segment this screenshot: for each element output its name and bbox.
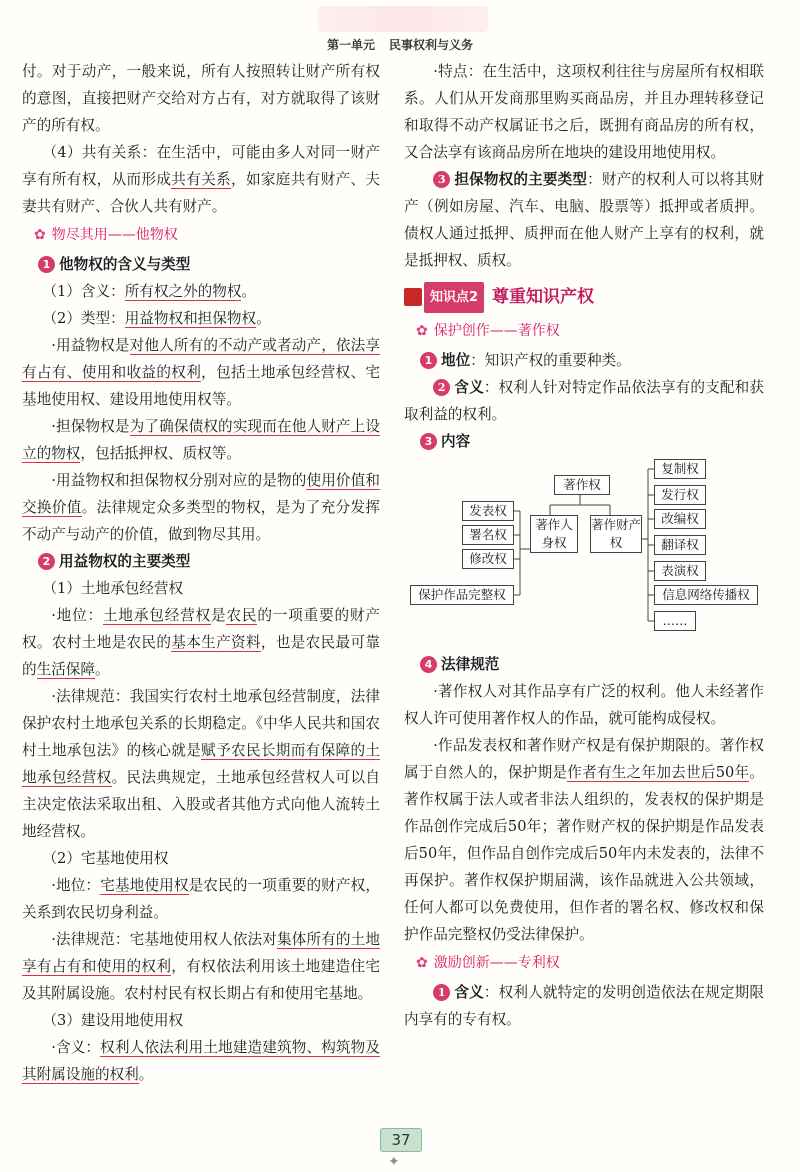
diagram-node-personal: 著作人身权 [530, 515, 578, 553]
paragraph: 2 含义：权利人针对特定作品依法享有的支配和获取利益的权利。 [404, 379, 764, 423]
diagram-node-property-item: 复制权 [654, 459, 706, 479]
page-header [0, 36, 800, 53]
flower-icon: ✿ [416, 323, 428, 339]
number-badge: 4 [420, 656, 437, 673]
paragraph: ·含义：权利人依法利用土地建造建筑物、构筑物及其附属设施的权利。 [22, 1039, 380, 1083]
paragraph: 1 含义：权利人就特定的发明创造依法在规定期限内享有的专有权。 [404, 984, 764, 1028]
paragraph: ·地位：土地承包经营权是农民的一项重要的财产权。农村土地是农民的基本生产资料，也是农民最可靠的生活保障。 [22, 607, 380, 678]
knowledge-point-tag: 知识点2 [424, 282, 484, 313]
right-column [404, 58, 764, 1033]
paragraph: 3 担保物权的主要类型：财产的权利人可以将其财产（例如房屋、汽车、电脑、股票等）抵押或者质押。债权人通过抵押、质押而在他人财产上享有的权利，就是抵押权、质权。 [404, 171, 764, 269]
diagram-node-property-item: …… [654, 611, 696, 631]
number-badge: 2 [433, 379, 450, 396]
paragraph: （4）共有关系：在生活中，可能由多人对同一财产享有所有权，从而形成共有关系，如家庭共有财产、夫妻共有财产、合伙人共有财产。 [22, 144, 380, 215]
diagram-node-personal-item: 保护作品完整权 [410, 585, 514, 605]
paragraph: ·著作权人对其作品享有广泛的权利。他人未经著作权人许可使用著作权人的作品，就可能构成侵权。 [404, 683, 764, 727]
number-badge: 3 [433, 171, 450, 188]
section-heading: ✿ 激励创新——专利权 [416, 955, 560, 971]
paragraph: ·担保物权是为了确保债权的实现而在他人财产上设立的物权，包括抵押权、质权等。 [22, 418, 380, 462]
diagram-node-property-item: 表演权 [654, 561, 706, 581]
section-heading: ✿ 物尽其用——他物权 [34, 227, 178, 243]
paragraph: ·特点：在生活中，这项权利往往与房屋所有权相联系。人们从开发商那里购买商品房，并且办理转移登记和取得不动产权属证书之后，既拥有商品房的所有权，又合法享有该商品房所在地块的建设用地使用权。 [404, 63, 764, 161]
knowledge-point-heading [404, 284, 764, 310]
number-badge: 1 [420, 352, 437, 369]
paragraph: ·法律规范：宅基地使用权人依法对集体所有的土地享有占有和使用的权利，有权依法利用该土地建造住宅及其附属设施。农村村民有权长期占有和使用宅基地。 [22, 931, 380, 1002]
copyright-diagram [404, 459, 764, 645]
numbered-heading: 2 用益物权的主要类型 [38, 548, 380, 575]
paragraph: （1）土地承包经营权 [42, 580, 184, 597]
numbered-heading: 3 内容 [420, 428, 764, 455]
number-badge: 1 [433, 984, 450, 1001]
paragraph: ·作品发表权和著作财产权是有保护期限的。著作权属于自然人的，保护期是作者有生之年加去世后50年。著作权属于法人或者非法人组织的，发表权的保护期是作品创作完成后50年；著作财产权的保护期是作品发表后50年，但作品自创作完成后50年内未发表的，法律不再保护。著作权保护期届满，该作品就进入公共领域，任何人都可以免费使用，但作者的署名权、修改权和保护作品完整权仍受法律保护。 [404, 737, 764, 943]
paragraph: ·地位：宅基地使用权是农民的一项重要的财产权，关系到农民切身利益。 [22, 877, 380, 921]
diagram-node-root: 著作权 [554, 475, 610, 495]
diagram-node-property-item: 翻译权 [654, 535, 706, 555]
paragraph: ·用益物权和担保物权分别对应的是物的使用价值和交换价值。法律规定众多类型的物权，是为了充分发挥不动产与动产的价值，做到物尽其用。 [22, 472, 380, 543]
numbered-item: 1 地位：知识产权的重要种类。 [420, 347, 764, 374]
paragraph: ·法律规范：我国实行农村土地承包经营制度，法律保护农村土地承包关系的长期稳定。《中华人民共和国农村土地承包法》的核心就是赋予农民长期而有保障的土地承包经营权。民法典规定，土地承包经营权人可以自主决定依法采取出租、入股或者其他方式向他人流转土地经营权。 [22, 688, 380, 840]
paragraph: 付。对于动产，一般来说，所有人按照转让财产所有权的意图，直接把财产交给对方占有，对方就取得了该财产的所有权。 [22, 63, 380, 134]
numbered-heading: 4 法律规范 [420, 651, 764, 678]
diagram-node-personal-item: 发表权 [462, 501, 514, 521]
paragraph: （3）建设用地使用权 [42, 1012, 184, 1029]
knowledge-point-title: 尊重知识产权 [492, 286, 595, 307]
section-heading: ✿ 保护创作——著作权 [416, 323, 560, 339]
paragraph: （1）含义：所有权之外的物权。 [42, 283, 257, 300]
number-badge: 3 [420, 433, 437, 450]
numbered-heading: 1 他物权的含义与类型 [38, 251, 380, 278]
flower-icon: ✿ [416, 955, 428, 971]
diagram-node-property-item: 信息网络传播权 [654, 585, 758, 605]
bird-icon: ✦ [388, 1154, 400, 1170]
number-badge: 2 [38, 553, 55, 570]
left-column [22, 58, 380, 1088]
paragraph: （2）宅基地使用权 [42, 850, 169, 867]
diagram-node-property: 著作财产权 [590, 515, 642, 553]
paragraph: ·用益物权是对他人所有的不动产或者动产，依法享有占有、使用和收益的权利，包括土地承包经营权、宅基地使用权、建设用地使用权等。 [22, 337, 380, 408]
header-decoration [318, 6, 488, 32]
book-icon [404, 288, 422, 306]
diagram-node-personal-item: 修改权 [462, 549, 514, 569]
diagram-node-personal-item: 署名权 [462, 525, 514, 545]
header-title: 民事权利与义务 [389, 38, 474, 52]
number-badge: 1 [38, 256, 55, 273]
diagram-node-property-item: 发行权 [654, 485, 706, 505]
paragraph: （2）类型：用益物权和担保物权。 [42, 310, 271, 327]
diagram-node-property-item: 改编权 [654, 509, 706, 529]
flower-icon: ✿ [34, 227, 46, 243]
page-number: 37 [380, 1128, 422, 1152]
unit-label: 第一单元 [326, 38, 375, 52]
